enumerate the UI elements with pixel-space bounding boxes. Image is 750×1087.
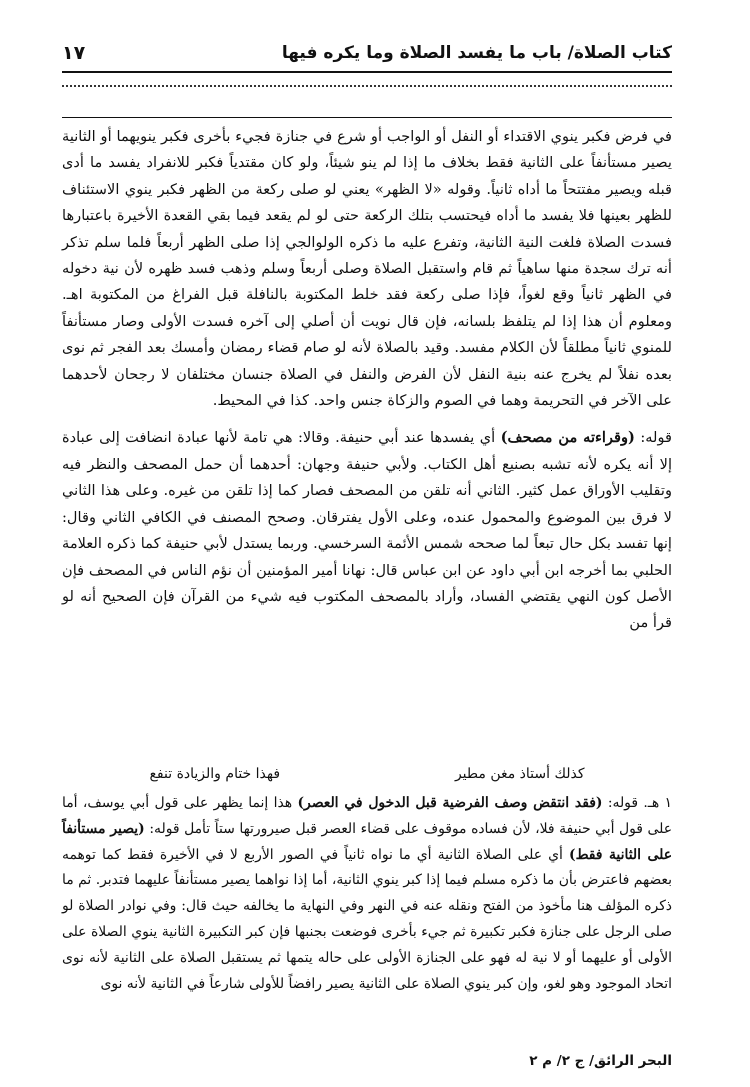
footnote-quote: (فقد انتقض وصف الفرضية قبل الدخول في العصر) xyxy=(297,795,603,811)
quoted-matn: (وقراءته من مصحف) xyxy=(500,429,635,447)
footnote-quote: (يصير مستأنفاً على الثانية فقط) xyxy=(62,820,672,863)
commentary-text: أي يفسدها عند أبي حنيفة. وقالا: هي تامة لأنها عبادة انضافت إلى عبادة إلا أنه يكره لأنه تشبه بصنيع أهل الكتاب. ولأبي حنيفة وجهان: أحدهما أن حمل المصحف والنظر فيه وتقليب الأوراق عمل كثير. الثاني أنه تلقن من المصحف فصار كما إذا تلقن من غيره. وعلى هذا الثاني لا فرق بين الموضوع والمحمول عنده، وعلى الأول يفترقان. وصحح المصنف في الكافي الثاني وقال: إنها تفسد بكل حال تبعاً لما صححه شمس الأئمة السرخسي. وربما يستدل لأبي حنيفة كما ذكره العلامة الحلبي بما أخرجه ابن أبي داود عن ابن عباس قال: نهانا أمير المؤمنين أن نؤم الناس في المصحف فإن الأصل كون النهي يقتضي الفساد، وأراد بالمصحف المكتوب فيه شيء من القرآن فإن الصحيح أنه لو قرأ من xyxy=(62,429,672,632)
paragraph: في فرض فكبر ينوي الاقتداء أو النفل أو الواجب أو شرع في جنازة فجيء بأخرى فكبر ينويهما أو الثانية يصير مستأنفاً على الثانية فقط بخلاف ما إذا لم ينو شيئاً، ولو كان مقتدياً فكبر للانفراد يفسد ما أدى قبله ويصير مفتتحاً ما أداه ثانياً. وقوله «لا الظهر» يعني لو صلى ركعة من الظهر فكبر ينوي الاستئناف للظهر بعينها فلا يفسد ما أداه فيحتسب بتلك الركعة حتى لو لم يقعد فيما بقي القعدة الأخيرة باعتبارها فسدت الصلاة فلغت النية الثانية، وتفرع عليه ما ذكره الولوالجي إذا صلى الظهر أربعاً فلما سلم تذكر أنه ترك سجدة منها ساهياً ثم قام واستقبل الصلاة وصلى أربعاً وسلم وذهب فسد ظهره لأن نية دخوله في الظهر ثانياً وقع لغواً، فإذا صلى ركعة فقد خلط المكتوبة بالنافلة قبل الفراغ من المكتوبة اهـ. ومعلوم أن هذا إذا لم يتلفظ بلسانه، فإن قال نويت أن أصلي إلى آخره فسدت الأولى وصار مستأنفاً للمنوي ثانياً مطلقاً لأن الكلام مفسد. وقيد بالصلاة لأنه لو صام قضاء رمضان وأمسك بعد الفجر ثم نوى بعده نفلاً لم يخرج عنه بنية النفل لأن الفرض والنفل في الصلاة جنسان مختلفان لا رجحان لأحدهما على الآخر في التحريمة وهما في الصوم والزكاة جنس واحد. كذا في المحيط. xyxy=(62,128,672,410)
text-top-rule xyxy=(62,117,672,118)
poetry-verse xyxy=(62,766,672,782)
main-text xyxy=(62,124,672,637)
chapter-title: كتاب الصلاة/ باب ما يفسد الصلاة وما يكره فيها xyxy=(281,43,672,63)
running-header xyxy=(62,40,672,66)
paragraph xyxy=(62,425,672,636)
footnote-prefix: ١ هـ. قوله: xyxy=(607,795,672,811)
footnote-text: هذا إنما يظهر على قول أبي يوسف، أما على قول أبي حنيفة فلا، لأن فساده موقوف على قضاء العصر قبل صيرورتها ستاً تأمل قوله: xyxy=(62,795,672,837)
verse-hemistich: كذلك أستاذ مغن مطير xyxy=(454,766,585,782)
dotted-separator xyxy=(62,85,672,87)
page-footer: البحر الرائق/ ج ٢/ م ٢ xyxy=(529,1053,672,1069)
verse-hemistich: فهذا ختام والزيادة تنفع xyxy=(149,766,281,782)
header-rule xyxy=(62,71,672,73)
footnote-text: أي على الصلاة الثانية أي ما نواه ثانياً في الصور الأربع لا في الأخيرة فقط كما توهمه بعضهم فاعترض بأن ما ذكره مسلم فيما إذا كبر ينوي الثانية، أما إذا نواهما يصير مستأنفاً عليهما فتدبر. ثم ما ذكره المؤلف هنا مأخوذ من الفتح ونقله عنه في النهر وفي النهاية ما يخالفه حيث قال: وفي نوادر الصلاة لو صلى الرجل على جنازة فكبر تكبيرة ثم جيء بأخرى فوضعت بجنبها فإن كبر التكبيرة الثانية ينوي الصلاة على الأولى أو عليهما أو لا نية له فهو على الجنازة الأولى على حاله يتمها ثم يستقبل الصلاة على الثانية لأنه نوى اتحاد الموجود وهو لغو، وإن كبر ينوي الصلاة على الثانية يصير رافضاً للأولى شارعاً في الثانية لأنه نوى xyxy=(62,846,672,992)
footnote xyxy=(62,791,672,997)
footnotes xyxy=(62,791,672,997)
quote-prefix: قوله: xyxy=(640,429,673,447)
page-number: ١٧ xyxy=(62,42,86,64)
